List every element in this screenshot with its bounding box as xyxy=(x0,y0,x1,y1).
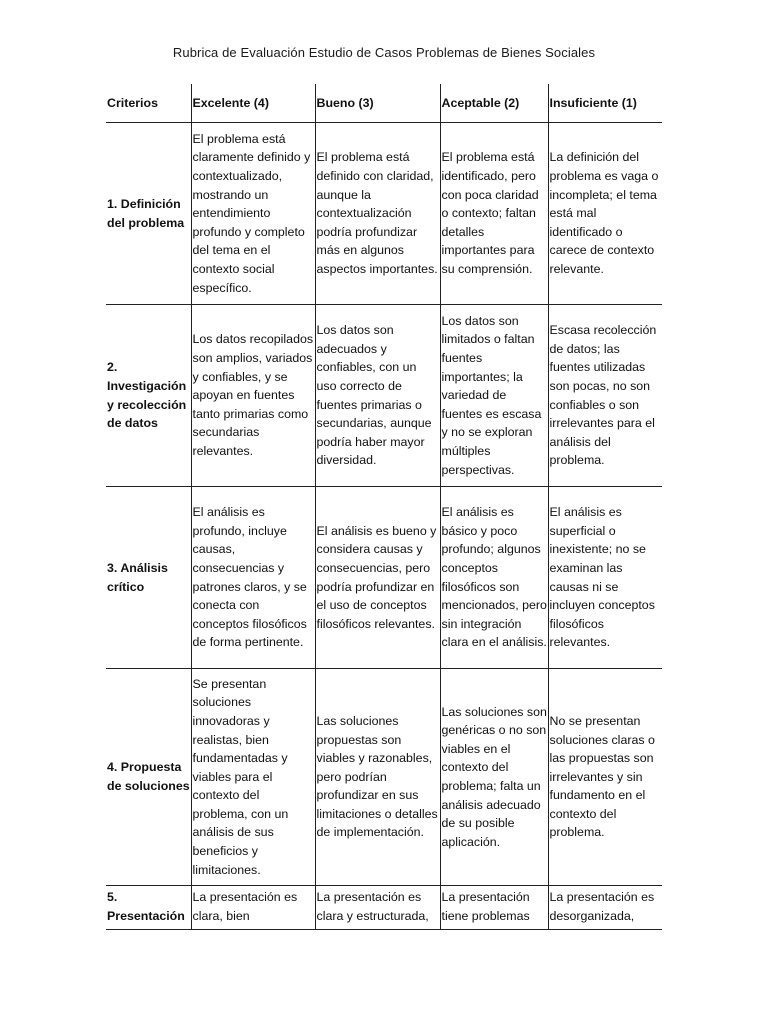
header-row xyxy=(106,84,662,123)
header-bueno: Bueno (3) xyxy=(315,84,440,123)
criterion-cell: 3. Análisis crítico xyxy=(106,487,191,669)
rating-cell-bueno: La presentación es clara y estructurada, xyxy=(315,886,440,930)
header-insuficiente: Insuficiente (1) xyxy=(548,84,662,123)
rating-cell-insuficiente: El análisis es superficial o inexistente; no se examinan las causas ni se incluyen conceptos filosóficos relevantes. xyxy=(548,487,662,669)
criterion-cell: 5. Presentación xyxy=(106,886,191,930)
rating-cell-insuficiente: La presentación es desorganizada, xyxy=(548,886,662,930)
rating-cell-insuficiente: No se presentan soluciones claras o las propuestas son irrelevantes y sin fundamento en el contexto del problema. xyxy=(548,669,662,886)
table-row xyxy=(106,123,662,305)
rubric-table xyxy=(106,84,662,930)
table-row xyxy=(106,487,662,669)
rating-cell-insuficiente: Escasa recolección de datos; las fuentes utilizadas son pocas, no son confiables o son irrelevantes para el análisis del problema. xyxy=(548,305,662,487)
criterion-cell: 4. Propuesta de soluciones xyxy=(106,669,191,886)
table-row xyxy=(106,669,662,886)
header-excelente: Excelente (4) xyxy=(191,84,315,123)
rating-cell-aceptable: El análisis es básico y poco profundo; algunos conceptos filosóficos son mencionados, pero sin integración clara en el análisis. xyxy=(440,487,548,669)
rating-cell-excelente: Se presentan soluciones innovadoras y realistas, bien fundamentadas y viables para el contexto del problema, con un análisis de sus beneficios y limitaciones. xyxy=(191,669,315,886)
header-criterios: Criterios xyxy=(106,84,191,123)
table-row xyxy=(106,305,662,487)
criterion-cell: 2. Investigación y recolección de datos xyxy=(106,305,191,487)
table-row xyxy=(106,886,662,930)
rating-cell-excelente: La presentación es clara, bien xyxy=(191,886,315,930)
rating-cell-aceptable: El problema está identificado, pero con poca claridad o contexto; faltan detalles importantes para su comprensión. xyxy=(440,123,548,305)
rating-cell-bueno: Los datos son adecuados y confiables, con un uso correcto de fuentes primarias o secundarias, aunque podría haber mayor diversidad. xyxy=(315,305,440,487)
rating-cell-excelente: Los datos recopilados son amplios, variados y confiables, y se apoyan en fuentes tanto primarias como secundarias relevantes. xyxy=(191,305,315,487)
rating-cell-bueno: El problema está definido con claridad, aunque la contextualización podría profundizar más en algunos aspectos importantes. xyxy=(315,123,440,305)
rating-cell-aceptable: La presentación tiene problemas xyxy=(440,886,548,930)
rating-cell-bueno: Las soluciones propuestas son viables y razonables, pero podrían profundizar en sus limitaciones o detalles de implementación. xyxy=(315,669,440,886)
rating-cell-bueno: El análisis es bueno y considera causas y consecuencias, pero podría profundizar en el uso de conceptos filosóficos relevantes. xyxy=(315,487,440,669)
header-aceptable: Aceptable (2) xyxy=(440,84,548,123)
rating-cell-excelente: El problema está claramente definido y contextualizado, mostrando un entendimiento profundo y completo del tema en el contexto social específico. xyxy=(191,123,315,305)
rating-cell-aceptable: Los datos son limitados o faltan fuentes importantes; la variedad de fuentes es escasa y no se exploran múltiples perspectivas. xyxy=(440,305,548,487)
rating-cell-aceptable: Las soluciones son genéricas o no son viables en el contexto del problema; falta un análisis adecuado de su posible aplicación. xyxy=(440,669,548,886)
criterion-cell: 1. Definición del problema xyxy=(106,123,191,305)
document-title: Rubrica de Evaluación Estudio de Casos Problemas de Bienes Sociales xyxy=(172,45,596,60)
rating-cell-insuficiente: La definición del problema es vaga o incompleta; el tema está mal identificado o carece de contexto relevante. xyxy=(548,123,662,305)
rating-cell-excelente: El análisis es profundo, incluye causas, consecuencias y patrones claros, y se conecta con conceptos filosóficos de forma pertinente. xyxy=(191,487,315,669)
